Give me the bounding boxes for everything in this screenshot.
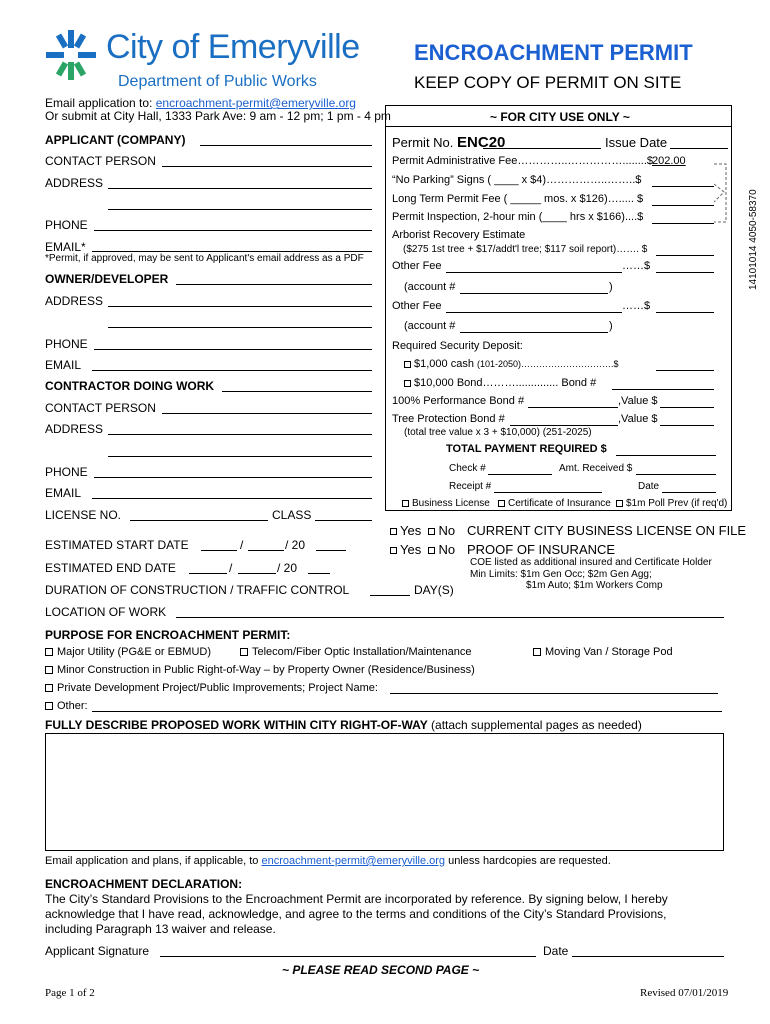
- email-application-line: [45, 96, 356, 110]
- account-close-1: ): [609, 281, 613, 293]
- account-label-text-1: (account #: [404, 281, 456, 293]
- side-code: 14101014 4050-58370: [748, 189, 759, 290]
- signature-label: Applicant Signature: [45, 944, 150, 958]
- emeryville-logo-icon: [44, 28, 98, 82]
- contractor-contact-field[interactable]: [162, 413, 372, 414]
- contractor-phone-label: PHONE: [45, 465, 88, 479]
- issue-date-field[interactable]: [670, 148, 728, 149]
- cash-label: $1,000 cash: [414, 358, 474, 370]
- certificate-label: Certificate of Insurance: [508, 498, 611, 509]
- business-license-checkbox[interactable]: [402, 500, 409, 507]
- cash-deposit-row: [404, 358, 619, 370]
- poll-prev-label: $1m Poll Prev (if req'd): [626, 498, 728, 509]
- contractor-email-field[interactable]: [92, 498, 372, 499]
- address-field-2[interactable]: [108, 209, 372, 210]
- cash-field[interactable]: [656, 370, 714, 371]
- department-name: Department of Public Works: [118, 73, 317, 90]
- describe-email-line: [45, 855, 611, 867]
- end-date-slash: /: [229, 561, 233, 575]
- city-logo: [44, 28, 98, 82]
- other-fee-desc-field[interactable]: [446, 272, 622, 273]
- tree-value-field[interactable]: [660, 425, 714, 426]
- moving-van-label: Moving Van / Storage Pod: [545, 646, 673, 658]
- address-label: ADDRESS: [45, 176, 104, 190]
- ins-no-checkbox[interactable]: [428, 547, 435, 554]
- minor-construction-option: [45, 664, 475, 676]
- arborist-label: Arborist Recovery Estimate: [392, 229, 526, 241]
- duration-label: DURATION OF CONSTRUCTION / TRAFFIC CONTROL: [45, 583, 350, 597]
- other-option: [45, 700, 88, 712]
- major-utility-checkbox[interactable]: [45, 648, 53, 656]
- end-month-field[interactable]: [189, 573, 227, 574]
- other-fee-dots: ……$: [622, 260, 651, 272]
- email-link[interactable]: encroachment-permit@emeryville.org: [155, 96, 356, 110]
- revised-date: Revised 07/01/2019: [640, 987, 729, 999]
- applicant-company-label: APPLICANT (COMPANY): [45, 133, 186, 147]
- private-dev-label: Private Development Project/Public Improvements; Project Name:: [57, 682, 378, 694]
- no-parking-field[interactable]: [652, 186, 714, 187]
- account-field-1[interactable]: [460, 293, 608, 294]
- ins-no-label: No: [438, 542, 456, 557]
- certificate-checkbox[interactable]: [498, 500, 505, 507]
- minor-construction-checkbox[interactable]: [45, 666, 53, 674]
- bl-no-label: No: [438, 523, 456, 538]
- bond-checkbox[interactable]: [404, 380, 411, 387]
- contact-person-label: CONTACT PERSON: [45, 154, 156, 168]
- declaration-line-3: including Paragraph 13 waiver and release.: [45, 922, 276, 936]
- describe-note: (attach supplemental pages as needed): [427, 718, 642, 732]
- poll-prev-checkbox[interactable]: [616, 500, 623, 507]
- submit-info: Or submit at City Hall, 1333 Park Ave: 9 am - 12 pm; 1 pm - 4 pm: [45, 109, 391, 123]
- contractor-address-field-2[interactable]: [108, 456, 372, 457]
- city-name: City of Emeryville: [106, 28, 360, 66]
- performance-bond-label: 100% Performance Bond #: [392, 395, 525, 407]
- contractor-address-label: ADDRESS: [45, 422, 104, 436]
- applicant-company-field[interactable]: [200, 145, 372, 146]
- min-limits: Min Limits: $1m Gen Occ; $2m Gen Agg;: [470, 569, 652, 580]
- signature-date-field[interactable]: [572, 956, 724, 957]
- describe-email-prefix: Email application and plans, if applicable, to: [45, 855, 262, 867]
- start-date-slash: /: [240, 538, 244, 552]
- end-year-prefix: / 20: [277, 561, 298, 575]
- other-checkbox[interactable]: [45, 702, 53, 710]
- describe-email-link[interactable]: encroachment-permit@emeryville.org: [261, 855, 446, 867]
- account-field-2[interactable]: [460, 332, 608, 333]
- phone-field[interactable]: [94, 230, 372, 231]
- account-label-1: [404, 281, 455, 293]
- read-second-page: ~ PLEASE READ SECOND PAGE ~: [282, 963, 480, 977]
- cash-checkbox[interactable]: [404, 361, 411, 368]
- minor-construction-label: Minor Construction in Public Right-of-Way – by Property Owner (Residence/Business): [57, 664, 475, 676]
- check-field[interactable]: [488, 474, 552, 475]
- contact-person-field[interactable]: [162, 166, 372, 167]
- describe-heading-row: [45, 718, 642, 732]
- declaration-line-1: The City’s Standard Provisions to the Encroachment Permit are incorporated by reference. By signing below, I hereby: [45, 892, 668, 906]
- no-parking-label: “No Parking” Signs ( ____ x $4)……………..……..$: [392, 174, 642, 186]
- bl-yes-checkbox[interactable]: [390, 528, 397, 535]
- amt-received-field[interactable]: [636, 474, 716, 475]
- contractor-email-label: EMAIL: [45, 486, 82, 500]
- amt-received-label: Amt. Received $: [559, 463, 633, 474]
- signature-date-label: Date: [543, 944, 569, 958]
- permit-no-value: ENC20: [457, 134, 506, 151]
- location-field[interactable]: [176, 617, 724, 618]
- owner-heading: OWNER/DEVELOPER: [45, 272, 169, 286]
- inspection-label: Permit Inspection, 2-hour min (____ hrs x $166)....$: [392, 211, 644, 223]
- certificate-check: [498, 498, 611, 509]
- email-field[interactable]: [92, 251, 372, 252]
- long-term-field[interactable]: [652, 205, 714, 206]
- account-label-text-2: (account #: [404, 320, 456, 332]
- poll-prev-check: [616, 498, 727, 509]
- declaration-heading: ENCROACHMENT DECLARATION:: [45, 877, 243, 891]
- business-license-label: Business License: [412, 498, 490, 509]
- duration-field[interactable]: [370, 595, 410, 596]
- admin-fee-value: 202.00: [652, 155, 686, 167]
- permit-no-field[interactable]: [483, 148, 601, 149]
- issue-date-label: Issue Date: [605, 135, 668, 150]
- start-day-field[interactable]: [248, 550, 284, 551]
- contractor-address-field-1[interactable]: [108, 434, 372, 435]
- other-fee-field-2[interactable]: [656, 312, 714, 313]
- start-date-label: ESTIMATED START DATE: [45, 538, 189, 552]
- page-number: Page 1 of 2: [45, 987, 95, 999]
- arborist-field[interactable]: [656, 255, 714, 256]
- class-label: CLASS: [272, 508, 312, 522]
- owner-address-label: ADDRESS: [45, 294, 104, 308]
- permit-title: ENCROACHMENT PERMIT: [414, 40, 693, 65]
- bl-no-checkbox[interactable]: [428, 528, 435, 535]
- long-term-label: Long Term Permit Fee ( _____ mos. x $126)…..... $: [392, 193, 644, 205]
- other-fee-label: Other Fee: [392, 260, 442, 272]
- email-label: EMAIL*: [45, 240, 86, 254]
- contractor-field[interactable]: [222, 391, 372, 392]
- business-license-check: [402, 498, 490, 509]
- moving-van-option: [533, 646, 673, 658]
- cash-account: (101-2050)………………………….$: [477, 359, 619, 369]
- performance-value-field[interactable]: [660, 407, 714, 408]
- receipt-date-label: Date: [638, 481, 660, 492]
- class-field[interactable]: [315, 520, 372, 521]
- major-utility-label: Major Utility (PG&E or EBMUD): [57, 646, 212, 658]
- major-utility-option: [45, 646, 211, 658]
- describe-email-suffix: unless hardcopies are requested.: [445, 855, 611, 867]
- check-label: Check #: [449, 463, 486, 474]
- deposit-label: Required Security Deposit:: [392, 340, 523, 352]
- bl-yes-label: Yes: [400, 523, 422, 538]
- receipt-field[interactable]: [494, 492, 602, 493]
- other-fee-label-2: Other Fee: [392, 300, 442, 312]
- moving-van-checkbox[interactable]: [533, 648, 541, 656]
- keep-copy-notice: KEEP COPY OF PERMIT ON SITE: [414, 73, 682, 92]
- project-name-field[interactable]: [390, 693, 718, 694]
- contractor-phone-field[interactable]: [94, 477, 372, 478]
- owner-phone-label: PHONE: [45, 337, 88, 351]
- account-label-2: [404, 320, 455, 332]
- receipt-date-field[interactable]: [662, 492, 716, 493]
- owner-email-label: EMAIL: [45, 358, 82, 372]
- start-year-field[interactable]: [316, 550, 346, 551]
- ins-yes-label: Yes: [400, 542, 422, 557]
- insurance-yesno: [390, 542, 455, 557]
- tree-note: (total tree value x 3 + $10,000) (251-2025): [404, 427, 592, 438]
- private-dev-checkbox[interactable]: [45, 684, 53, 692]
- license-label: LICENSE NO.: [45, 508, 122, 522]
- describe-work-textarea[interactable]: [45, 733, 724, 851]
- other-purpose-field[interactable]: [92, 711, 722, 712]
- inspection-field[interactable]: [652, 223, 714, 224]
- admin-fee-label: Permit Administrative Fee…………..……………........$: [392, 155, 653, 167]
- purpose-heading: PURPOSE FOR ENCROACHMENT PERMIT:: [45, 628, 291, 642]
- end-day-field[interactable]: [238, 573, 276, 574]
- telecom-option: [240, 646, 472, 658]
- other-fee-dots-2: ……$: [622, 300, 651, 312]
- coe-note: COE listed as additional insured and Certificate Holder: [470, 557, 712, 568]
- fee-bracket: [714, 158, 732, 228]
- tree-bond-label: Tree Protection Bond #: [392, 413, 505, 425]
- start-month-field[interactable]: [201, 550, 237, 551]
- arborist-detail: ($275 1st tree + $17/addt'l tree; $117 soil report)……. $: [403, 244, 648, 255]
- location-label: LOCATION OF WORK: [45, 605, 167, 619]
- contractor-heading: CONTRACTOR DOING WORK: [45, 379, 215, 393]
- email-note: *Permit, if approved, may be sent to Applicant's email address as a PDF: [45, 253, 364, 264]
- telecom-label: Telecom/Fiber Optic Installation/Maintenance: [252, 646, 472, 658]
- owner-field[interactable]: [176, 284, 372, 285]
- business-license-yesno: [390, 523, 455, 538]
- contractor-contact-label: CONTACT PERSON: [45, 401, 156, 415]
- owner-address-field-2[interactable]: [108, 327, 372, 328]
- private-dev-option: [45, 682, 378, 694]
- performance-bond-field[interactable]: [528, 407, 618, 408]
- tree-bond-field[interactable]: [510, 425, 618, 426]
- email-prefix: Email application to:: [45, 96, 156, 110]
- other-label: Other:: [57, 700, 88, 712]
- owner-address-field-1[interactable]: [108, 306, 372, 307]
- total-payment-field[interactable]: [616, 455, 716, 456]
- signature-field[interactable]: [160, 956, 536, 957]
- end-date-label: ESTIMATED END DATE: [45, 561, 176, 575]
- bond-label: $10,000 Bond……….............. Bond #: [414, 377, 597, 389]
- insurance-question: PROOF OF INSURANCE: [467, 542, 616, 557]
- owner-phone-field[interactable]: [94, 349, 372, 350]
- describe-heading: FULLY DESCRIBE PROPOSED WORK WITHIN CITY RIGHT-OF-WAY: [45, 718, 428, 732]
- other-fee-field[interactable]: [656, 272, 714, 273]
- declaration-line-2: acknowledge that I have read, acknowledge, and agree to the terms and conditions of the City’s Standard Provisions,: [45, 907, 667, 921]
- license-field[interactable]: [130, 520, 268, 521]
- telecom-checkbox[interactable]: [240, 648, 248, 656]
- days-label: DAY(S): [414, 583, 454, 597]
- phone-label: PHONE: [45, 218, 88, 232]
- performance-value-label: ,Value $: [618, 395, 658, 407]
- receipt-label: Receipt #: [449, 481, 492, 492]
- tree-value-label: ,Value $: [618, 413, 658, 425]
- end-year-field[interactable]: [308, 573, 330, 574]
- city-use-divider: [385, 126, 732, 127]
- start-year-prefix: / 20: [285, 538, 306, 552]
- ins-yes-checkbox[interactable]: [390, 547, 397, 554]
- owner-email-field[interactable]: [92, 370, 372, 371]
- min-limits-2: $1m Auto; $1m Workers Comp: [526, 580, 663, 591]
- account-close-2: ): [609, 320, 613, 332]
- total-payment-label: TOTAL PAYMENT REQUIRED $: [446, 443, 607, 455]
- bond-number-field[interactable]: [612, 389, 714, 390]
- business-license-question: CURRENT CITY BUSINESS LICENSE ON FILE: [467, 523, 747, 538]
- bond-deposit-row: [404, 377, 596, 389]
- permit-no-label: Permit No.: [392, 135, 454, 150]
- address-field-1[interactable]: [108, 188, 372, 189]
- other-fee-desc-field-2[interactable]: [446, 312, 622, 313]
- city-use-heading: ~ FOR CITY USE ONLY ~: [490, 110, 630, 124]
